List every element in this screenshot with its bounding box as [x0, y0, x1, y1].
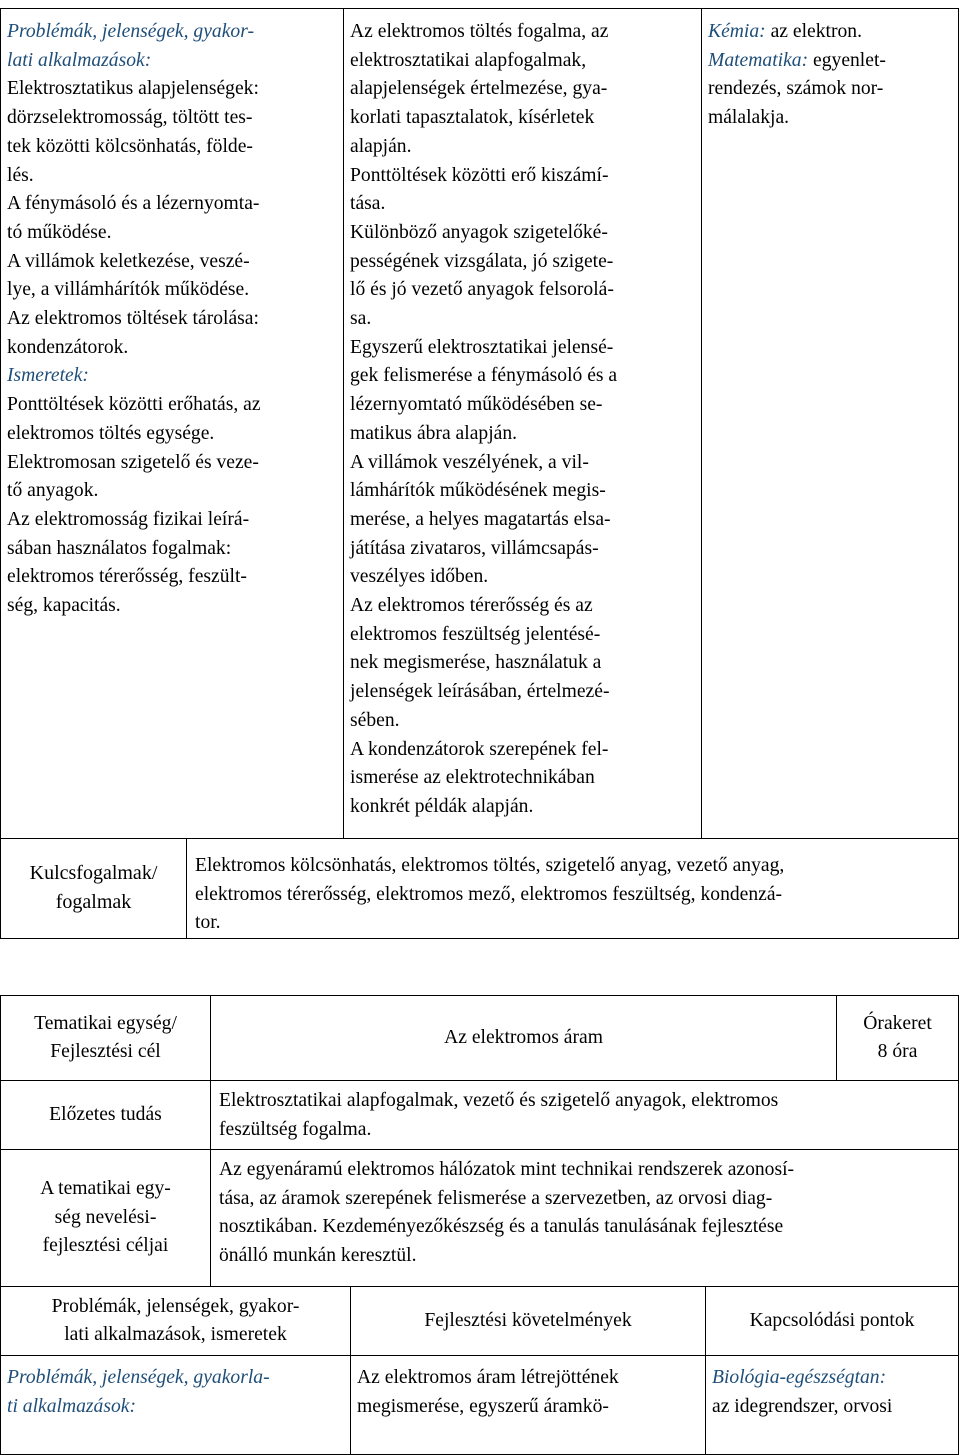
- requirement-line: merése, a helyes magatartás elsa-: [350, 508, 611, 530]
- knowledge-line: sában használatos fogalmak:: [7, 537, 232, 559]
- problems-line: A villámok keletkezése, veszé-: [7, 250, 250, 272]
- problems-knowledge-cell: [1, 9, 344, 839]
- curriculum-table-electric-current: [0, 995, 959, 1455]
- requirement-line: A villámok veszélyének, a vil-: [350, 451, 589, 473]
- requirement-line: korlati tapasztalatok, kísérletek: [350, 107, 595, 129]
- column-header-connections: Kapcsolódási pontok: [706, 1287, 959, 1356]
- hours-value: 8 óra: [877, 1041, 918, 1062]
- hours-label: Órakeret: [863, 1012, 932, 1034]
- requirement-line: A kondenzátorok szerepének fel-: [350, 738, 609, 760]
- requirement-line: ismerése az elektrotechnikában: [350, 767, 595, 789]
- problems-line: lés.: [7, 164, 34, 186]
- requirement-line: gek felismerése a fénymásoló és a: [350, 365, 618, 387]
- requirement-line: sa.: [350, 308, 372, 330]
- continued-requirements-cell: Az elektromos áram létrejöttének megismerése, egyszerű áramkö-: [351, 1356, 706, 1455]
- requirement-line: tása.: [350, 193, 386, 215]
- requirement-line: Különböző anyagok szigetelőké-: [350, 221, 608, 243]
- problems-label: Problémák, jelenségek, gyakor-: [7, 21, 254, 42]
- continued-connections-cell: Biológia-egészségtan: az idegrendszer, orvosi: [706, 1356, 959, 1455]
- math-text: egyenlet-: [808, 49, 886, 71]
- knowledge-line: elektromos töltés egysége.: [7, 422, 215, 444]
- unit-label: Tematikai egység/ Fejlesztési cél: [1, 996, 211, 1081]
- problems-line: A fénymásoló és a lézernyomta-: [7, 193, 260, 215]
- prior-knowledge-label: Előzetes tudás: [1, 1081, 211, 1150]
- problems-line: tek közötti kölcsönhatás, földe-: [7, 135, 253, 157]
- requirement-line: lézernyomtató működésében se-: [350, 394, 603, 416]
- math-line: rendezés, számok nor-: [708, 78, 884, 100]
- requirement-line: lő és jó vezető anyagok felsorolá-: [350, 279, 614, 301]
- educational-goals-label: A tematikai egy- ség nevelési- fejlesztési céljai: [1, 1150, 211, 1287]
- problems-line: lye, a villámhárítók működése.: [7, 279, 250, 301]
- key-concepts-label: Kulcsfogalmak/ fogalmak: [1, 839, 187, 939]
- requirement-line: konkrét példák alapján.: [350, 795, 534, 817]
- requirement-line: matikus ábra alapján.: [350, 422, 518, 444]
- knowledge-line: ség, kapacitás.: [7, 595, 121, 617]
- requirement-line: veszélyes időben.: [350, 566, 489, 588]
- educational-goals-text: Az egyenáramú elektromos hálózatok mint technikai rendszerek azonosí- tása, az áramok szerepének felismerése a szervezetben, az orvosi diag- nosztikában. Kezdeményezőkészség és a tanulás tanulásának fejlesztése önálló munkán keresztül.: [211, 1150, 959, 1287]
- problems-line: Az elektromos töltések tárolása:: [7, 308, 259, 330]
- problems-line: dörzselektromosság, töltött tes-: [7, 107, 253, 129]
- requirement-line: lámhárítók működésének megis-: [350, 480, 606, 502]
- knowledge-line: Elektromosan szigetelő és veze-: [7, 451, 259, 473]
- knowledge-line: Az elektromosság fizikai leírá-: [7, 508, 250, 530]
- hours-cell: [837, 996, 959, 1081]
- prior-knowledge-text: Elektrosztatikai alapfogalmak, vezető és szigetelő anyagok, elektromos feszültség fogalma.: [211, 1081, 959, 1150]
- requirement-line: elektrosztatikai alapfogalmak,: [350, 49, 587, 71]
- requirement-line: nek megismerése, használatuk a: [350, 652, 602, 674]
- continued-problems-cell: Problémák, jelenségek, gyakorla- ti alkalmazások:: [1, 1356, 351, 1455]
- problems-line: tó működése.: [7, 221, 112, 243]
- chemistry-text: az elektron.: [765, 21, 862, 42]
- requirement-line: alapján.: [350, 135, 412, 157]
- chemistry-label: Kémia:: [708, 21, 766, 42]
- problems-line: kondenzátorok.: [7, 336, 129, 358]
- key-concepts-text: Elektromos kölcsönhatás, elektromos töltés, szigetelő anyag, vezető anyag, elektromos térerősség, elektromos mező, elektromos feszültség, kondenzá- tor.: [187, 839, 959, 939]
- math-line: málalakja.: [708, 107, 790, 129]
- curriculum-table-electrostatics: [0, 8, 959, 939]
- development-requirements-cell: [344, 9, 702, 839]
- connection-points-cell: [702, 9, 959, 839]
- requirement-line: alapjelenségek értelmezése, gya-: [350, 78, 608, 100]
- problems-line: Elektrosztatikus alapjelenségek:: [7, 78, 259, 100]
- column-header-requirements: Fejlesztési követelmények: [351, 1287, 706, 1356]
- knowledge-label: Ismeretek:: [7, 365, 89, 387]
- column-header-problems: Problémák, jelenségek, gyakor- lati alkalmazások, ismeretek: [1, 1287, 351, 1356]
- unit-title: Az elektromos áram: [211, 996, 837, 1081]
- requirement-line: játítása zivataros, villámcsapás-: [350, 537, 599, 559]
- knowledge-line: tő anyagok.: [7, 480, 99, 502]
- requirement-line: elektromos feszültség jelentésé-: [350, 623, 601, 645]
- requirement-line: sében.: [350, 709, 400, 731]
- knowledge-line: Ponttöltések közötti erőhatás, az: [7, 394, 261, 416]
- math-label: Matematika:: [708, 49, 809, 71]
- requirement-line: Ponttöltések közötti erő kiszámí-: [350, 164, 609, 186]
- requirement-line: Az elektromos térerősség és az: [350, 595, 593, 617]
- requirement-line: pességének vizsgálata, jó szigete-: [350, 250, 614, 272]
- knowledge-line: elektromos térerősség, feszült-: [7, 566, 247, 588]
- requirement-line: Az elektromos töltés fogalma, az: [350, 21, 609, 42]
- requirement-line: Egyszerű elektrosztatikai jelensé-: [350, 336, 614, 358]
- requirement-line: jelenségek leírásában, értelmezé-: [350, 681, 610, 703]
- problems-label-cont: lati alkalmazások:: [7, 49, 152, 71]
